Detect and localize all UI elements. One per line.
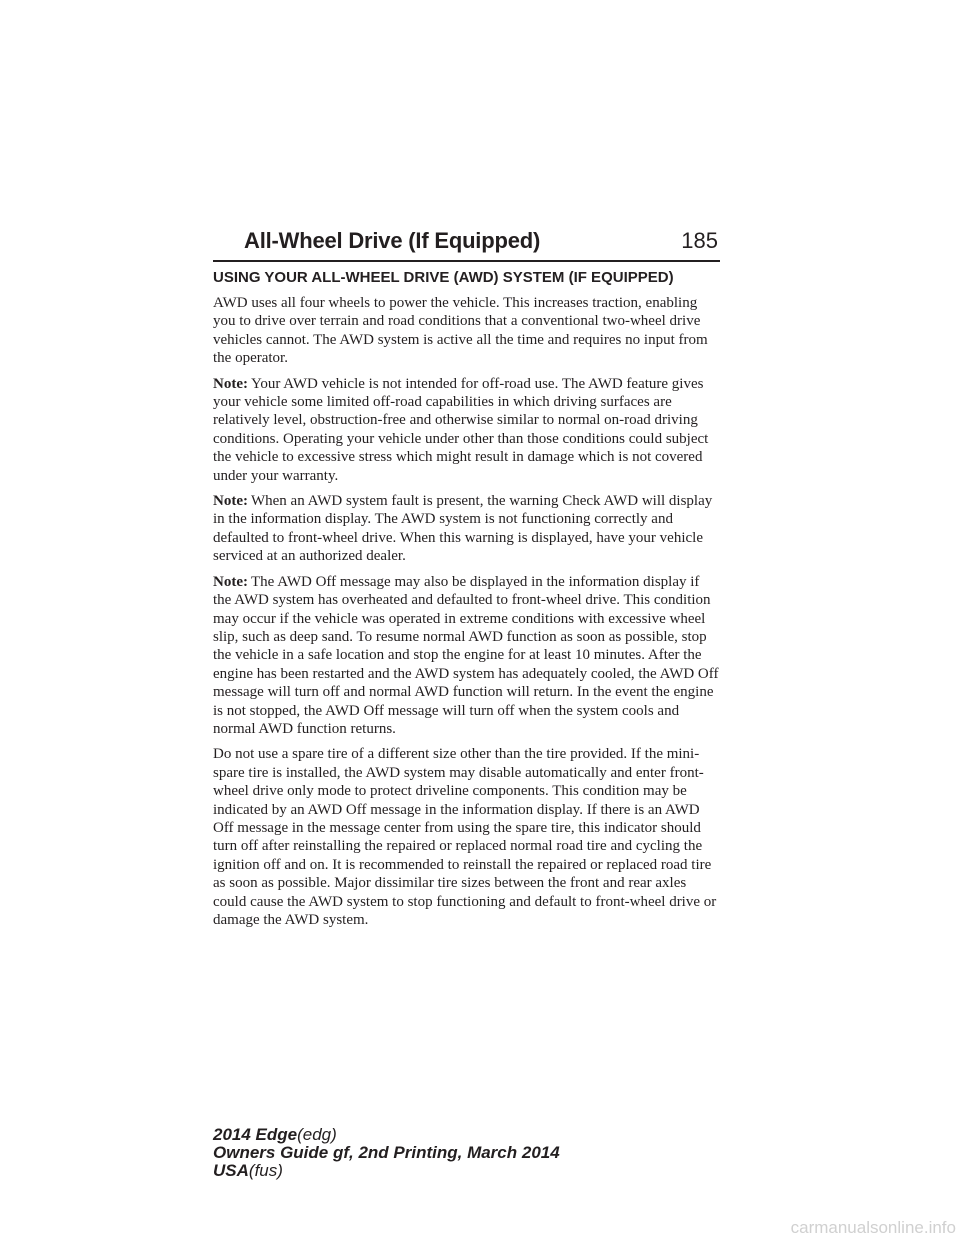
footer-market-code: (fus) — [248, 1161, 283, 1180]
page-number: 185 — [681, 228, 718, 253]
watermark: carmanualsonline.info — [790, 1218, 956, 1237]
page-content — [213, 268, 721, 936]
footer-market: USA — [213, 1161, 249, 1180]
footer-model-code: (edg) — [297, 1125, 337, 1144]
paragraph-spare-tire: Do not use a spare tire of a different size other than the tire provided. If the mini-spare tire is installed, the AWD system may disable automatically and enter front-wheel drive only mode to protect driveline components. This condition may be indicated by an AWD Off message in the information display. If there is an AWD Off message in the message center from using the spare tire, this indicator should turn off after reinstalling the repaired or replaced normal road tire and cycling the ignition off and on. It is recommended to reinstall the repaired or replaced road tire as soon as possible. Major dissimilar tire sizes between the front and rear axles could cause the AWD system to stop functioning and default to front-wheel drive or damage the AWD system. — [213, 746, 717, 928]
footer-market-line — [213, 1162, 560, 1180]
note-text: Your AWD vehicle is not intended for off-road use. The AWD feature gives your vehicle some limited off-road capabilities in which driving surfaces are relatively level, obstruction-free and otherwise similar to normal on-road driving conditions. Operating your vehicle under other than those conditions could subject the vehicle to excessive stress which might result in damage which is not covered under your warranty. — [213, 375, 709, 484]
note-label: Note: — [213, 493, 248, 510]
page-footer — [213, 1126, 560, 1180]
note-awd-off — [213, 573, 721, 739]
footer-model: 2014 Edge — [213, 1125, 298, 1144]
footer-model-line — [213, 1126, 560, 1144]
footer-edition: Owners Guide gf, 2nd Printing, March 2014 — [213, 1143, 560, 1162]
note-off-road — [213, 375, 721, 485]
note-text: The AWD Off message may also be displayed in the information display if the AWD system has overheated and defaulted to front-wheel drive. This condition may occur if the vehicle was operated in extreme conditions with excessive wheel slip, such as deep sand. To resume normal AWD function as soon as possible, stop the vehicle in a safe location and stop the engine for at least 10 minutes. After the engine has been restarted and the AWD system has adequately cooled, the AWD Off message will turn off and normal AWD function will return. In the event the engine is not stopped, the AWD Off message will turn off when the system cools and normal AWD function returns. — [213, 573, 719, 737]
note-system-fault — [213, 492, 721, 566]
section-heading: USING YOUR ALL-WHEEL DRIVE (AWD) SYSTEM (IF EQUIPPED) — [213, 269, 674, 286]
chapter-title: All-Wheel Drive (If Equipped) — [244, 228, 541, 253]
note-text: When an AWD system fault is present, the warning Check AWD will display in the information display. The AWD system is not functioning correctly and defaulted to front-wheel drive. When this warning is displayed, have your vehicle serviced at an authorized dealer. — [213, 493, 713, 565]
paragraph-awd-intro: AWD uses all four wheels to power the vehicle. This increases traction, enabling you to drive over terrain and road conditions that a conventional two-wheel drive vehicles cannot. The AWD system is active all the time and requires no input from the operator. — [213, 295, 708, 367]
page-header — [213, 226, 720, 262]
note-label: Note: — [213, 573, 248, 590]
note-label: Note: — [213, 375, 248, 392]
